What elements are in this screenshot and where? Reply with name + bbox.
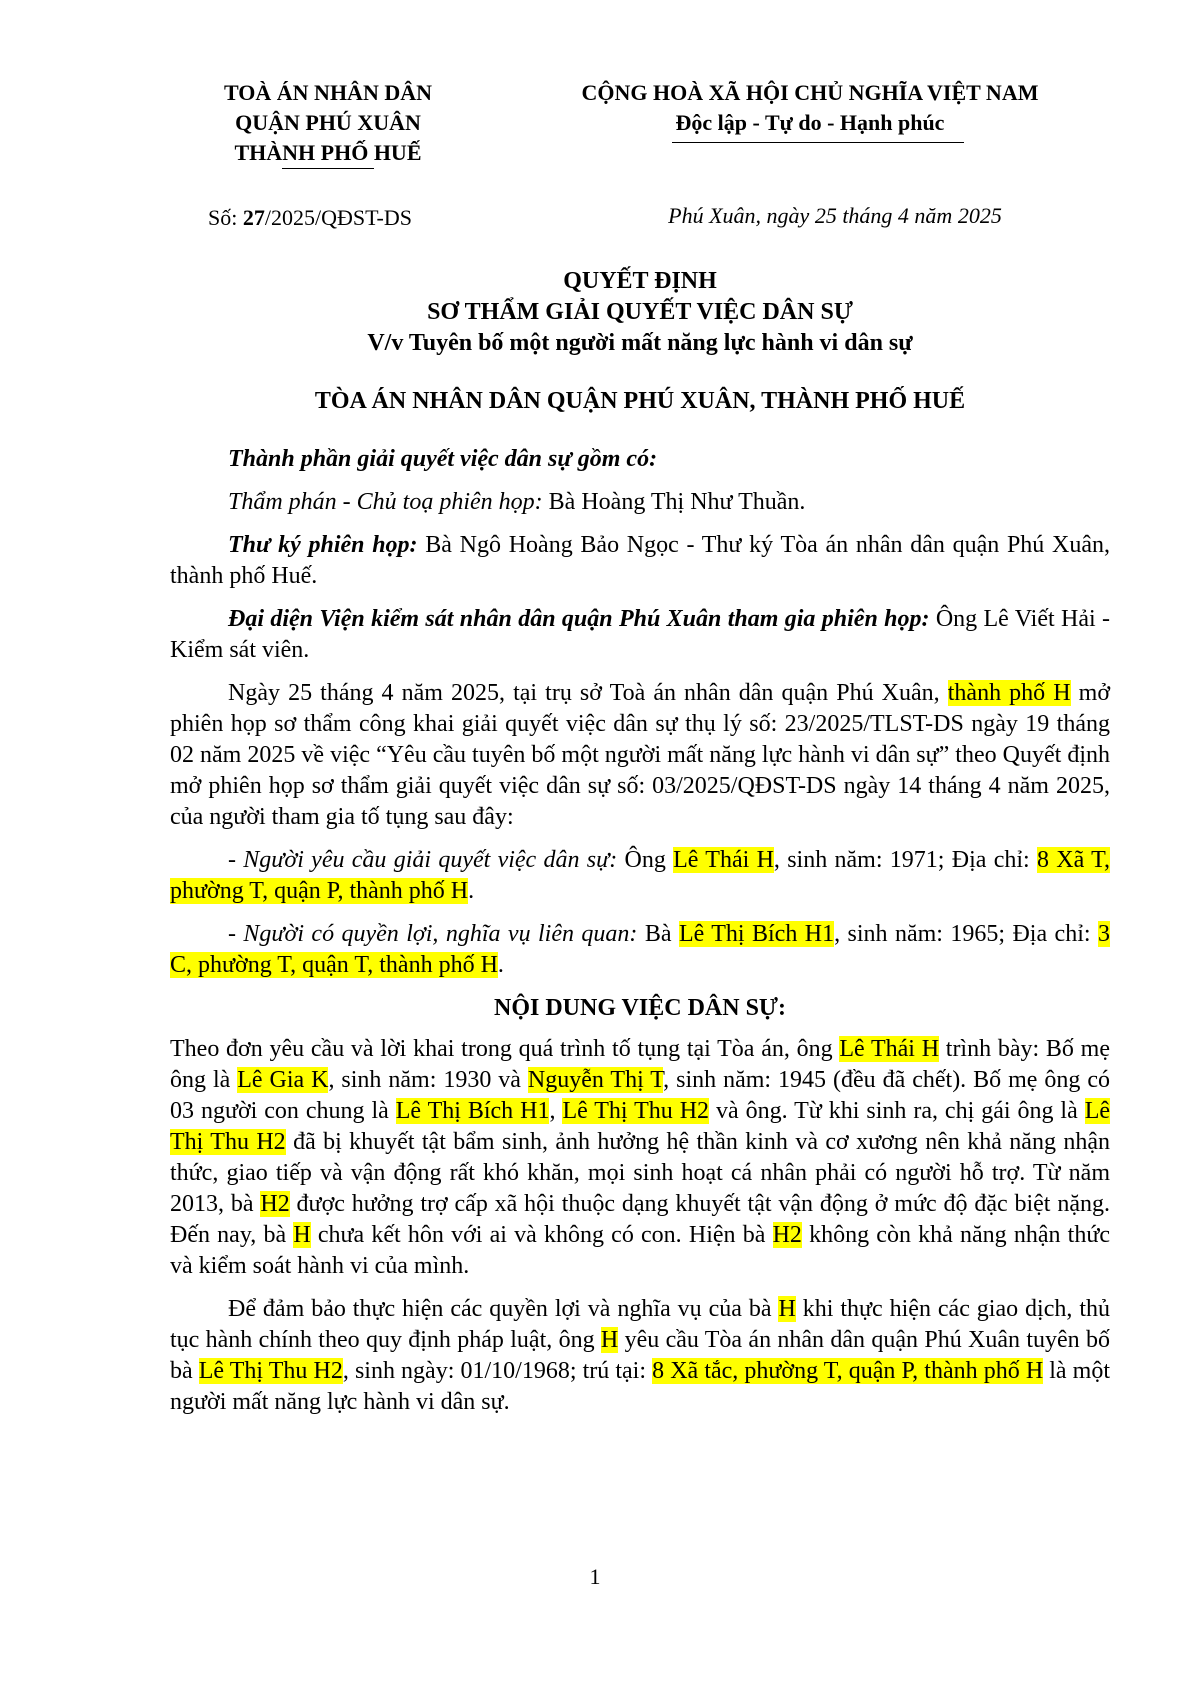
court-header-underline (282, 168, 374, 169)
participant-related: - Người có quyền lợi, nghĩa vụ liên quan: Bà Lê Thị Bích H1, sinh năm: 1965; Địa chỉ: 3 C, phường T, quận T, thành phố H. (170, 921, 1110, 978)
nation-name: CỘNG HOÀ XÃ HỘI CHỦ NGHĨA VIỆT NAM (581, 80, 1039, 105)
decision-number: Số: 27/2025/QĐST-DS (208, 205, 412, 230)
nation-motto: Độc lập - Tự do - Hạnh phúc (675, 110, 945, 135)
clerk-line: Thư ký phiên họp: Bà Ngô Hoàng Bảo Ngọc - Thư ký Tòa án nhân dân quận Phú Xuân, thành phố Huế. (170, 532, 1110, 589)
judge-line: Thẩm phán - Chủ toạ phiên họp: Bà Hoàng Thị Như Thuần. (228, 489, 806, 515)
title-subject: V/v Tuyên bố một người mất năng lực hành vi dân sự (367, 330, 913, 356)
court-line-3: THÀNH PHỐ HUẾ (234, 140, 422, 165)
court-line-2: QUẬN PHÚ XUÂN (235, 110, 421, 135)
motto-underline (672, 142, 964, 143)
place-date: Phú Xuân, ngày 25 tháng 4 năm 2025 (668, 203, 1002, 228)
content-heading: NỘI DUNG VIỆC DÂN SỰ: (493, 995, 787, 1021)
decision-title (170, 266, 1110, 359)
title-line-2: SƠ THẨM GIẢI QUYẾT VIỆC DÂN SỰ (427, 299, 853, 325)
court-header (178, 78, 478, 168)
nation-header (530, 78, 1090, 138)
document-body (170, 444, 1110, 1430)
court-line-1: TOÀ ÁN NHÂN DÂN (224, 80, 432, 105)
composition-heading: Thành phần giải quyết việc dân sự gồm có: (228, 446, 658, 472)
page-number: 1 (589, 1564, 601, 1589)
participant-requester: - Người yêu cầu giải quyết việc dân sự: Ông Lê Thái H, sinh năm: 1971; Địa chỉ: 8 Xã T, phường T, quận P, thành phố H. (170, 847, 1110, 904)
opening-paragraph: Ngày 25 tháng 4 năm 2025, tại trụ sở Toà án nhân dân quận Phú Xuân, thành phố H mở phiên họp sơ thẩm công khai giải quyết việc dân sự thụ lý số: 23/2025/TLST-DS ngày 19 tháng 02 năm 2025 về việc “Yêu cầu tuyên bố một người mất năng lực hành vi dân sự” theo Quyết định mở phiên họp sơ thẩm giải quyết việc dân sự số: 03/2025/QĐST-DS ngày 14 tháng 4 năm 2025, của người tham gia tố tụng sau đây: (170, 680, 1111, 830)
content-paragraph-1: Theo đơn yêu cầu và lời khai trong quá trình tố tụng tại Tòa án, ông Lê Thái H trình bày: Bố mẹ ông là Lê Gia K, sinh năm: 1930 và Nguyễn Thị T, sinh năm: 1945 (đều đã chết). Bố mẹ ông có 03 người con chung là Lê Thị Bích H1, Lê Thị Thu H2 và ông. Từ khi sinh ra, chị gái ông là Lê Thị Thu H2 đã bị khuyết tật bẩm sinh, ảnh hưởng hệ thần kinh và cơ xương nên khả năng nhận thức, giao tiếp và vận động rất khó khăn, mọi sinh hoạt cá nhân phải có người hỗ trợ. Từ năm 2013, bà H2 được hưởng trợ cấp xã hội thuộc dạng khuyết tật vận động ở mức độ đặc biệt nặng. Đến nay, bà H chưa kết hôn với ai và không có con. Hiện bà H2 không còn khả năng nhận thức và kiểm soát hành vi của mình. (170, 1036, 1111, 1279)
procuracy-line: Đại diện Viện kiểm sát nhân dân quận Phú Xuân tham gia phiên họp: Ông Lê Viết Hải - Kiểm sát viên. (170, 606, 1110, 663)
title-line-1: QUYẾT ĐỊNH (563, 268, 717, 294)
content-paragraph-2: Để đảm bảo thực hiện các quyền lợi và nghĩa vụ của bà H khi thực hiện các giao dịch, thủ tục hành chính theo quy định pháp luật, ông H yêu cầu Tòa án nhân dân quận Phú Xuân tuyên bố bà Lê Thị Thu H2, sinh ngày: 01/10/1968; trú tại: 8 Xã tắc, phường T, quận P, thành phố H là một người mất năng lực hành vi dân sự. (170, 1296, 1111, 1415)
court-name: TÒA ÁN NHÂN DÂN QUẬN PHÚ XUÂN, THÀNH PHỐ HUẾ (314, 388, 966, 414)
